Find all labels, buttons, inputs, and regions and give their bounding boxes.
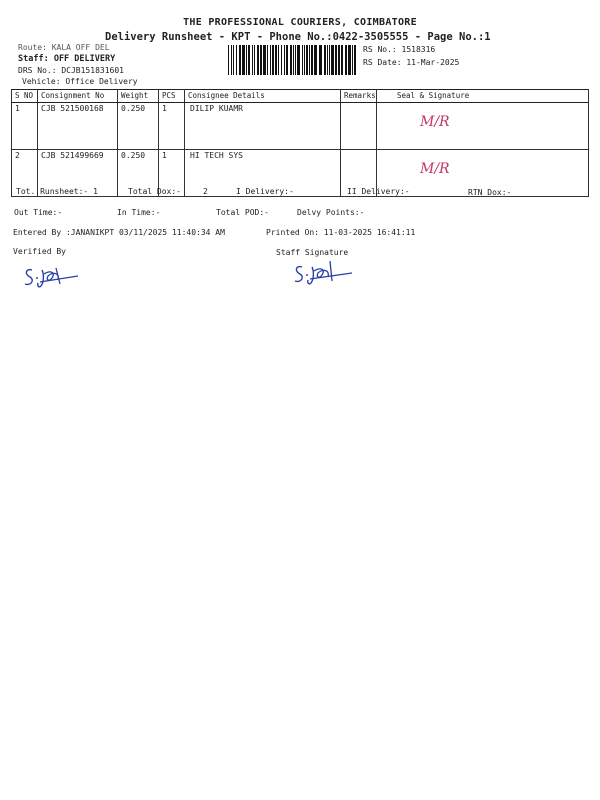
row-consignment: CJB 521500168 <box>38 103 118 150</box>
row-sno: 1 <box>12 103 38 150</box>
drs-number: DRS No.: DCJB151831601 <box>18 66 124 75</box>
runsheet-subtitle: Delivery Runsheet - KPT - Phone No.:0422-3505555 - Page No.:1 <box>105 31 491 43</box>
printed-on: Printed On: 11-03-2025 16:41:11 <box>266 228 416 237</box>
tot-runsheet: Tot. Runsheet:- 1 <box>16 187 98 196</box>
row-consignment: CJB 521499669 <box>38 150 118 197</box>
total-dox-value: 2 <box>203 187 208 196</box>
col-seal: Seal & Signature <box>377 90 589 103</box>
col-pcs: PCS <box>159 90 185 103</box>
in-time: In Time:- <box>117 208 161 217</box>
company-title: THE PROFESSIONAL COURIERS, COIMBATORE <box>183 17 417 28</box>
col-consignment: Consignment No <box>38 90 118 103</box>
rs-number: RS No.: 1518316 <box>363 45 436 54</box>
table-row <box>12 103 589 150</box>
row-pcs: 1 <box>159 103 185 150</box>
consignee-name: DILIP KUAMR <box>190 104 243 113</box>
consignee-name: HI TECH SYS <box>190 151 243 160</box>
runsheet-table <box>11 89 589 197</box>
out-time: Out Time:- <box>14 208 63 217</box>
rtn-dox: RTN Dox:- <box>468 188 512 197</box>
entered-by: Entered By :JANANIKPT 03/11/2025 11:40:34 AM <box>13 228 225 237</box>
barcode-icon <box>228 45 356 75</box>
row-pcs: 1 <box>159 150 185 197</box>
row-remarks <box>341 103 377 150</box>
table-header <box>12 90 589 103</box>
vehicle-label: Vehicle: Office Delivery <box>22 77 138 86</box>
row-sno: 2 <box>12 150 38 197</box>
col-weight: Weight <box>118 90 159 103</box>
row-weight: 0.250 <box>118 103 159 150</box>
route-label: Route: KALA OFF DEL <box>18 43 110 52</box>
staff-label: Staff: OFF DELIVERY <box>18 54 116 64</box>
seal-mark: M/R <box>420 114 450 130</box>
delvy-points: Delvy Points:- <box>297 208 365 217</box>
staff-signature-icon <box>292 259 356 287</box>
row-seal <box>377 103 589 150</box>
seal-mark: M/R <box>420 161 450 177</box>
total-dox-label: Total Dox:- <box>128 187 181 196</box>
total-pod: Total POD:- <box>216 208 269 217</box>
verifier-signature-icon <box>22 264 82 292</box>
col-sno: S NO <box>12 90 38 103</box>
ii-delivery: II Delivery:- <box>347 187 410 196</box>
col-consignee: Consignee Details <box>185 90 341 103</box>
row-consignee <box>185 103 341 150</box>
row-weight: 0.250 <box>118 150 159 197</box>
col-remarks: Remarks <box>341 90 377 103</box>
staff-signature-label: Staff Signature <box>276 248 349 257</box>
i-delivery: I Delivery:- <box>236 187 294 196</box>
rs-date: RS Date: 11-Mar-2025 <box>363 58 460 67</box>
verified-by-label: Verified By <box>13 247 66 256</box>
